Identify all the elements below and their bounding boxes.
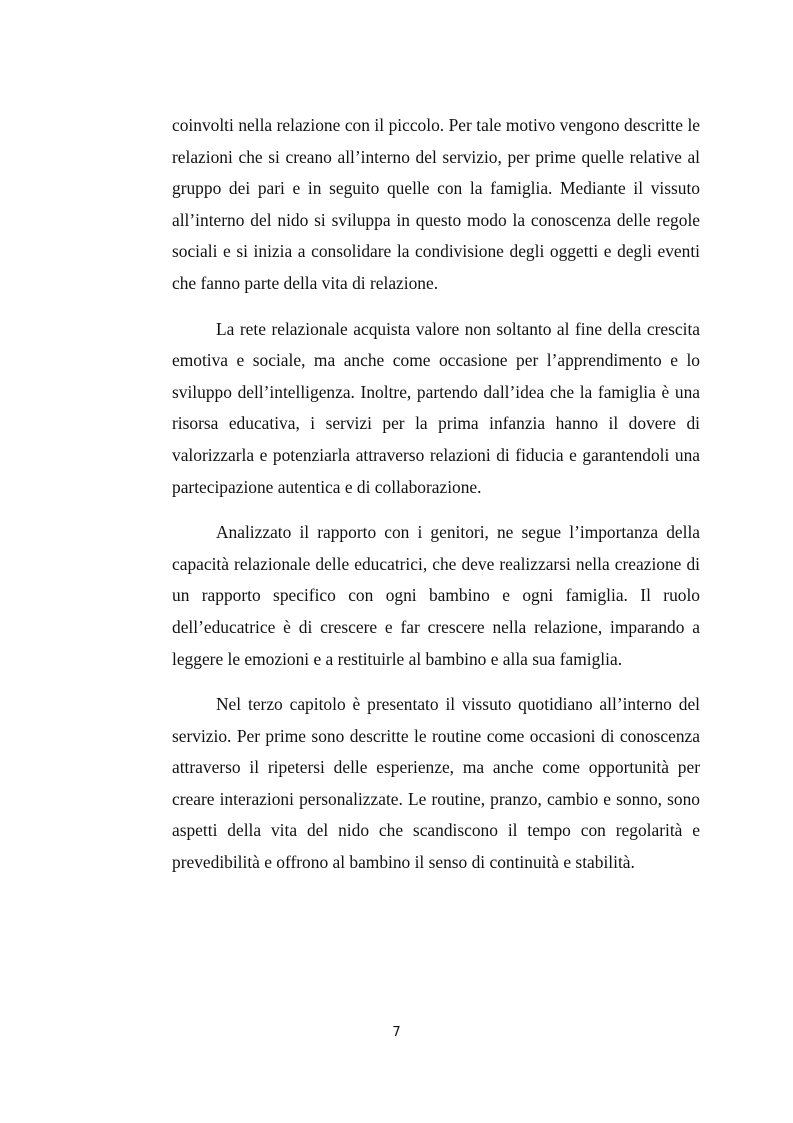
paragraph-third-chapter: Nel terzo capitolo è presentato il vissuto quotidiano all’interno del servizio. Per prime sono descritte le routine come occasioni di conoscenza attraverso il ripetersi delle esperienze, ma anche come opportunità per creare interazioni personalizzate. Le routine, pranzo, cambio e sonno, sono aspetti della vita del nido che scandiscono il tempo con regolarità e prevedibilità e offrono al bambino il senso di continuità e stabilità. <box>172 694 700 873</box>
body-text <box>172 110 700 893</box>
page-number: 7 <box>392 1025 401 1040</box>
paragraph-educator-role: Analizzato il rapporto con i genitori, ne segue l’importanza della capacità relazionale delle educatrici, che deve realizzarsi nella creazione di un rapporto specifico con ogni bambino e ogni famiglia. Il ruolo dell’educatrice è di crescere e far crescere nella relazione, imparando a leggere le emozioni e a restituirle al bambino e alla sua famiglia. <box>172 522 700 669</box>
paragraph-relational-network: La rete relazionale acquista valore non soltanto al fine della crescita emotiva e sociale, ma anche come occasione per l’apprendimento e lo sviluppo dell’intelligenza. Inoltre, partendo dall’idea che la famiglia è una risorsa educativa, i servizi per la prima infanzia hanno il dovere di valorizzarla e potenziarla attraverso relazioni di fiducia e garantendoli una partecipazione autentica e di collaborazione. <box>172 318 700 497</box>
paragraph-continuation: coinvolti nella relazione con il piccolo. Per tale motivo vengono descritte le relazioni che si creano all’interno del servizio, per prime quelle relative al gruppo dei pari e in seguito quelle con la famiglia. Mediante il vissuto all’interno del nido si sviluppa in questo modo la conoscenza delle regole sociali e si inizia a consolidare la condivisione degli oggetti e degli eventi che fanno parte della vita di relazione. <box>172 115 700 293</box>
